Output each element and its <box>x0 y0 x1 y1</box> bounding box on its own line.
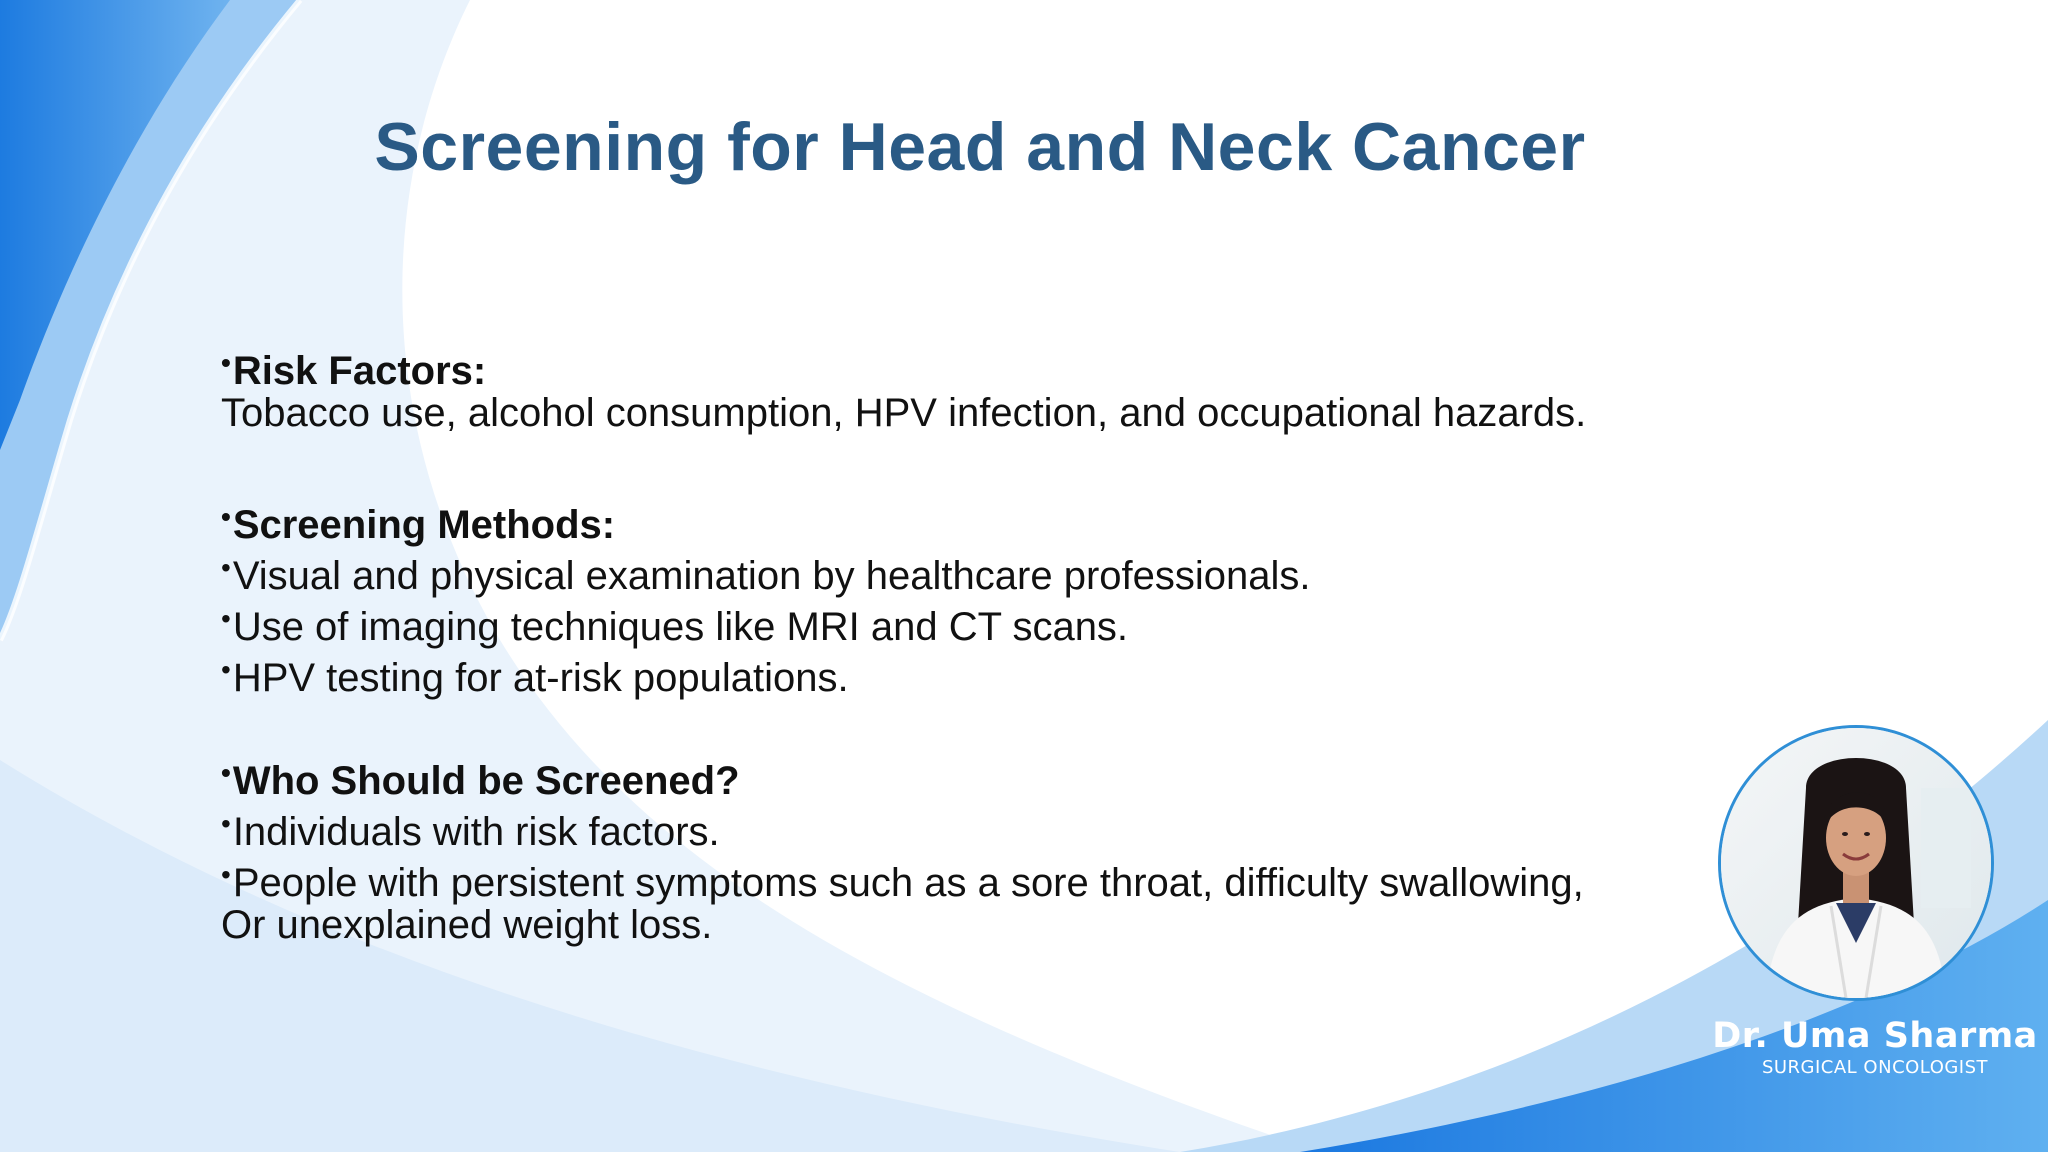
bullet-glyph: • <box>221 602 231 634</box>
bullet-item: •HPV testing for at-risk populations. <box>221 654 849 701</box>
bullet-item: •Use of imaging techniques like MRI and CT scans. <box>221 602 1129 649</box>
presenter-photo <box>1718 725 1994 1001</box>
bullet-glyph: • <box>221 347 231 378</box>
body-line: Tobacco use, alcohol consumption, HPV infection, and occupational hazards. <box>221 391 1587 436</box>
bullet-glyph: • <box>221 756 231 788</box>
presenter-name: Dr. Uma Sharma <box>1712 1016 2038 1056</box>
bullet-glyph: • <box>221 551 231 583</box>
slide-body <box>221 337 1721 951</box>
bullet-glyph: • <box>221 807 231 839</box>
bullet-glyph: • <box>221 654 231 686</box>
bullet-item: •Visual and physical examination by healthcare professionals. <box>221 551 1311 598</box>
bullet-item: •Individuals with risk factors. <box>221 807 720 854</box>
bullet-item: •People with persistent symptoms such as a sore throat, difficulty swallowing, <box>221 858 1584 905</box>
bullet-glyph: • <box>221 500 231 532</box>
section-heading-screening-methods: •Screening Methods: <box>221 500 616 547</box>
slide-title: Screening for Head and Neck Cancer <box>374 109 1586 185</box>
body-line: Or unexplained weight loss. <box>221 903 713 948</box>
presenter-role: SURGICAL ONCOLOGIST <box>1761 1057 1989 1078</box>
section-heading-who-should-be-screened: •Who Should be Screened? <box>221 756 740 803</box>
bullet-glyph: • <box>221 858 231 890</box>
section-heading-risk-factors: •Risk Factors: <box>221 347 487 393</box>
